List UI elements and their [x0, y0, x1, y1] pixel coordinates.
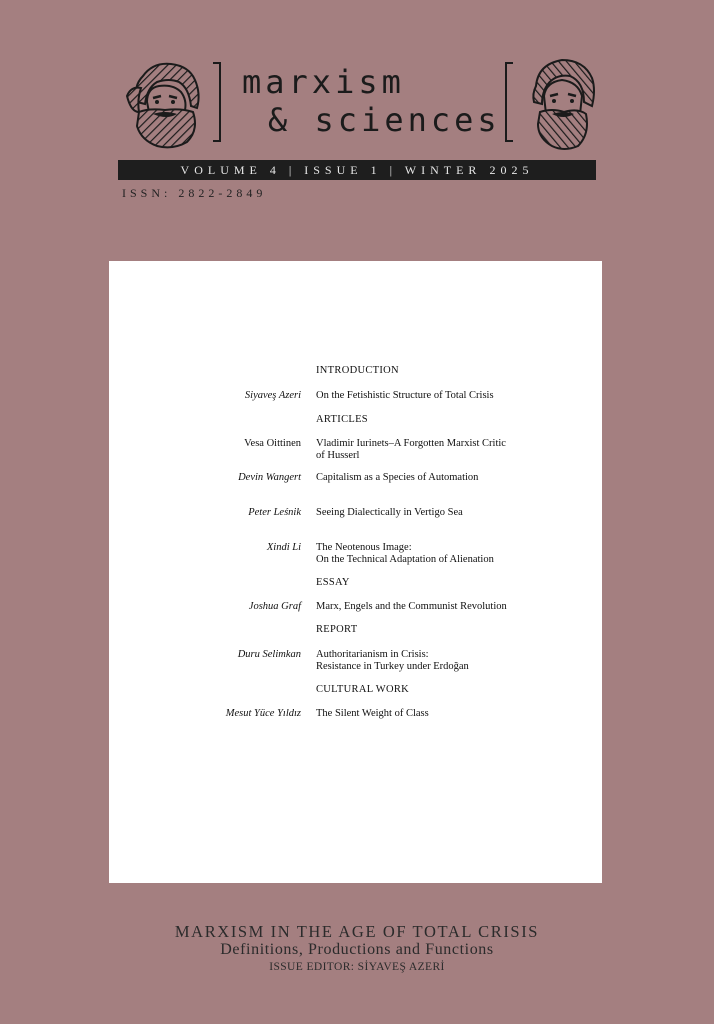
issue-editor: ISSUE EDITOR: SİYAVEŞ AZERİ [269, 961, 445, 973]
toc-title: On the Fetishistic Structure of Total Crisis [316, 390, 494, 401]
section-heading-cultural-work: CULTURAL WORK [316, 684, 410, 695]
toc-title: Vladimir Iurinets–A Forgotten Marxist Critic of Husserl [316, 438, 506, 461]
toc-author: Siyaveş Azeri [244, 390, 301, 401]
journal-title-line2: & sciences [268, 101, 501, 139]
journal-title-line1: marxism [242, 63, 405, 101]
toc-author: Duru Selimkan [237, 649, 301, 660]
toc-title: Seeing Dialectically in Vertigo Sea [316, 507, 463, 518]
section-heading-introduction: INTRODUCTION [316, 365, 399, 376]
toc-author: Vesa Oittinen [244, 438, 301, 449]
toc-title: Capitalism as a Species of Automation [316, 472, 479, 483]
toc-title: Authoritarianism in Crisis: Resistance in Turkey under Erdoğan [316, 649, 469, 672]
bearded-portrait-icon [522, 56, 600, 152]
volume-issue-bar: VOLUME 4 | ISSUE 1 | WINTER 2025 [118, 160, 596, 180]
toc-title: The Neotenous Image: On the Technical Adaptation of Alienation [316, 542, 494, 565]
section-heading-essay: ESSAY [316, 577, 350, 588]
toc-author: Xindi Li [266, 542, 301, 553]
toc-title: The Silent Weight of Class [316, 708, 429, 719]
toc-author: Devin Wangert [238, 472, 301, 483]
masthead [0, 0, 714, 210]
title-bracket-left [505, 62, 513, 142]
title-bracket-right [213, 62, 221, 142]
bearded-portrait-icon [123, 58, 203, 150]
section-heading-articles: ARTICLES [316, 414, 368, 425]
toc-author: Joshua Graf [248, 601, 301, 612]
section-heading-report: REPORT [316, 624, 358, 635]
issn-label: ISSN: 2822-2849 [122, 186, 267, 200]
toc-author: Mesut Yüce Yıldız [225, 708, 301, 719]
table-of-contents [109, 261, 602, 883]
toc-title: Marx, Engels and the Communist Revolution [316, 601, 507, 612]
issue-theme-subtitle: Definitions, Productions and Functions [220, 941, 494, 958]
toc-author: Peter Leśnik [248, 507, 301, 518]
issue-theme-title: MARXISM IN THE AGE OF TOTAL CRISIS [174, 922, 540, 941]
